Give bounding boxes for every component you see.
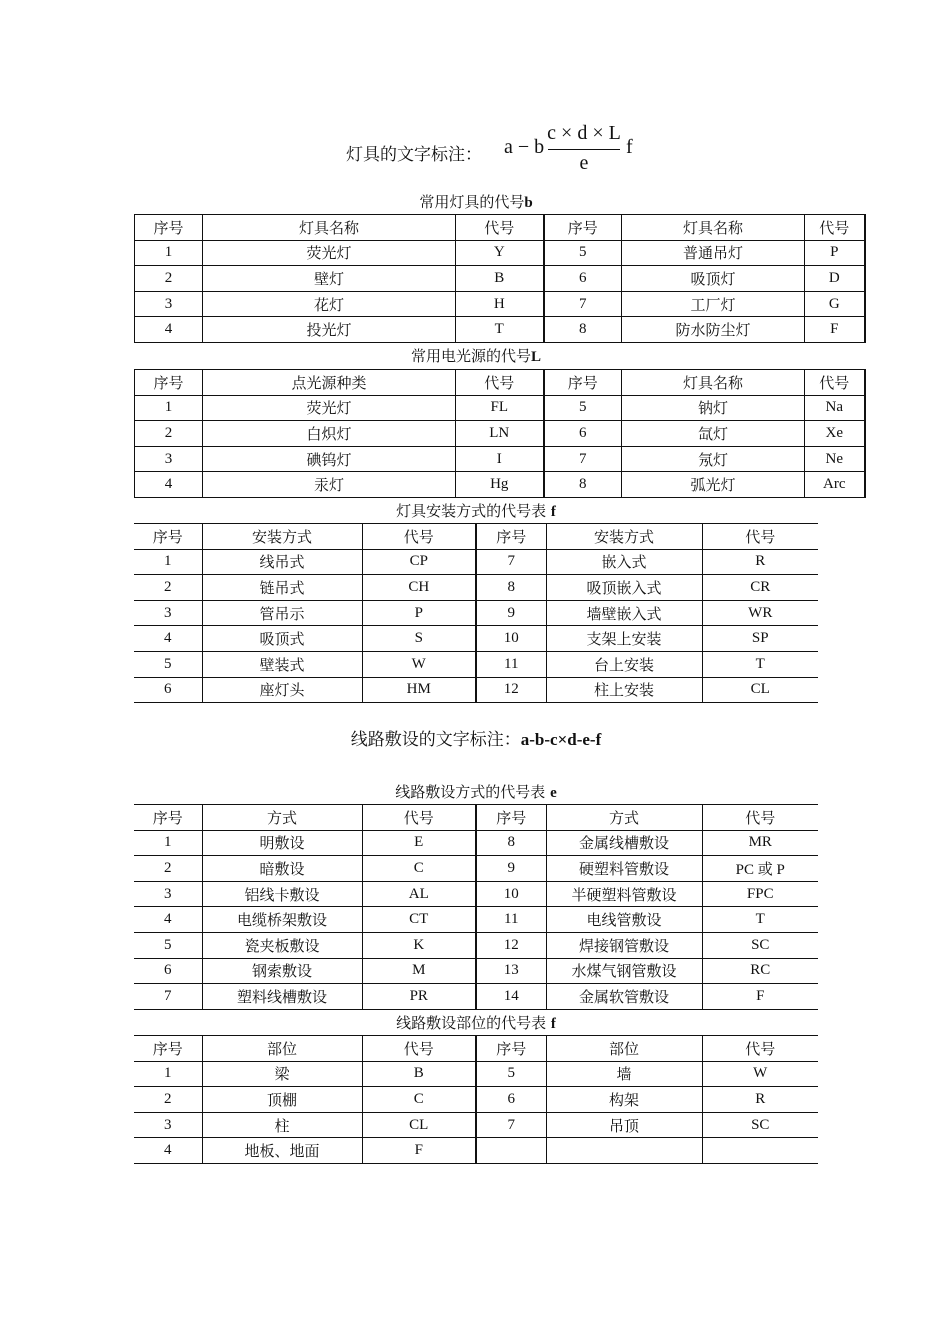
- header-cell: 方式: [546, 805, 702, 831]
- table-cell: 金属线槽敷设: [546, 830, 702, 856]
- table-cell: SC: [702, 932, 818, 958]
- table-cell: CR: [702, 575, 818, 601]
- table-cell: 荧光灯: [203, 240, 456, 266]
- table-cell: 氖灯: [622, 446, 805, 472]
- table-cell: 吸顶式: [202, 626, 362, 652]
- table-cell: 4: [134, 1138, 202, 1164]
- table-cell: 1: [135, 395, 203, 421]
- table-cell: 碘钨灯: [203, 446, 456, 472]
- table-cell: C: [362, 856, 476, 882]
- table-cell: FPC: [702, 881, 818, 907]
- table-row: [134, 907, 818, 933]
- caption-text: 线路敷设方式的代号表: [395, 783, 546, 801]
- table-row: [134, 1087, 818, 1113]
- table-cell: 荧光灯: [203, 395, 456, 421]
- table-cell: 电线管敷设: [546, 907, 702, 933]
- table-caption-lamp-type: [134, 192, 818, 213]
- table-cell: 6: [476, 1087, 546, 1113]
- table-row: [135, 421, 865, 447]
- table-cell: [702, 1138, 818, 1164]
- table-cell: 吸顶嵌入式: [546, 575, 702, 601]
- table-cell: 11: [476, 907, 546, 933]
- header-cell: 序号: [476, 1036, 546, 1062]
- table-cell: 12: [476, 677, 546, 703]
- table-cell: 硬塑料管敷设: [546, 856, 702, 882]
- table-cell: 支架上安装: [546, 626, 702, 652]
- table-cell: D: [805, 266, 865, 292]
- table-caption-install-method: [134, 501, 818, 522]
- table-row: [134, 549, 818, 575]
- table-cell: 塑料线槽敷设: [202, 984, 362, 1010]
- table-row: [135, 240, 865, 266]
- header-cell: 安装方式: [546, 524, 702, 550]
- table-cell: T: [702, 907, 818, 933]
- table-row: [135, 317, 865, 343]
- table-cell: Arc: [805, 472, 865, 498]
- table-caption-wiring-method: [134, 782, 818, 803]
- table-cell: 花灯: [203, 291, 456, 317]
- header-cell: 代号: [362, 524, 476, 550]
- table-cell: 投光灯: [203, 317, 456, 343]
- table-cell: CL: [702, 677, 818, 703]
- table-cell: 普通吊灯: [622, 240, 805, 266]
- formula-suffix: f: [626, 136, 633, 158]
- table-cell: CP: [362, 549, 476, 575]
- table-cell: C: [362, 1087, 476, 1113]
- header-cell: 部位: [546, 1036, 702, 1062]
- header-row: [135, 370, 865, 396]
- formula-numerator: c × d × L: [547, 122, 621, 144]
- table-row: [134, 881, 818, 907]
- table-cell: 壁灯: [203, 266, 456, 292]
- table-cell: 铝线卡敷设: [202, 881, 362, 907]
- table-cell: 吊顶: [546, 1112, 702, 1138]
- table-cell: 座灯头: [202, 677, 362, 703]
- table-cell: B: [362, 1061, 476, 1087]
- header-cell: 代号: [456, 370, 544, 396]
- table-row: [134, 600, 818, 626]
- table-cell: 1: [134, 549, 202, 575]
- table-cell: AL: [362, 881, 476, 907]
- table-cell: 1: [135, 240, 203, 266]
- table-cell: 管吊示: [202, 600, 362, 626]
- header-cell: 部位: [202, 1036, 362, 1062]
- table-cell: 2: [134, 856, 202, 882]
- table-cell: 梁: [202, 1061, 362, 1087]
- table-cell: 8: [544, 317, 622, 343]
- table-cell: CH: [362, 575, 476, 601]
- table-cell: 7: [476, 549, 546, 575]
- table-cell: 4: [135, 317, 203, 343]
- table-cell: 6: [134, 677, 202, 703]
- table-row: [134, 856, 818, 882]
- table-cell: F: [362, 1138, 476, 1164]
- header-cell: 代号: [805, 215, 865, 241]
- header-cell: 点光源种类: [203, 370, 456, 396]
- table-cell: FL: [456, 395, 544, 421]
- caption-variable: f: [550, 504, 556, 520]
- table-row: [134, 830, 818, 856]
- table-cell: 钠灯: [622, 395, 805, 421]
- table-row: [134, 626, 818, 652]
- table-cell: 6: [544, 266, 622, 292]
- header-row: [134, 805, 818, 831]
- table-cell: Ne: [805, 446, 865, 472]
- table-cell: 5: [476, 1061, 546, 1087]
- table-cell: 9: [476, 600, 546, 626]
- table-cell: 嵌入式: [546, 549, 702, 575]
- table-row: [134, 958, 818, 984]
- table-cell: 线吊式: [202, 549, 362, 575]
- table-cell: 金属软管敷设: [546, 984, 702, 1010]
- caption-variable: b: [524, 195, 533, 211]
- table-cell: 壁装式: [202, 651, 362, 677]
- table-cell: 焊接钢管敷设: [546, 932, 702, 958]
- table-cell: 汞灯: [203, 472, 456, 498]
- table-cell: 墙: [546, 1061, 702, 1087]
- table-cell: 墙壁嵌入式: [546, 600, 702, 626]
- table-cell: 8: [476, 830, 546, 856]
- table-caption-light-source: [134, 346, 818, 367]
- table-cell: 12: [476, 932, 546, 958]
- table-row: [134, 677, 818, 703]
- caption-text: 线路敷设部位的代号表: [396, 1014, 547, 1032]
- table-cell: 7: [544, 291, 622, 317]
- table-cell: [476, 1138, 546, 1164]
- table-cell: 3: [134, 881, 202, 907]
- table-cell: 4: [134, 626, 202, 652]
- table-cell: 3: [135, 446, 203, 472]
- table-cell: 7: [476, 1112, 546, 1138]
- table-cell: 柱: [202, 1112, 362, 1138]
- header-cell: 序号: [134, 524, 202, 550]
- table-row: [135, 446, 865, 472]
- header-cell: 代号: [702, 524, 818, 550]
- table-cell: 6: [134, 958, 202, 984]
- caption-text: 常用灯具的代号: [419, 193, 525, 211]
- header-cell: 灯具名称: [622, 215, 805, 241]
- table-cell: B: [456, 266, 544, 292]
- table-wiring-method: [134, 804, 818, 1010]
- table-cell: 7: [134, 984, 202, 1010]
- lamp-label-formula: [346, 122, 646, 178]
- table-cell: Na: [805, 395, 865, 421]
- table-row: [134, 1112, 818, 1138]
- table-cell: R: [702, 549, 818, 575]
- header-cell: 序号: [476, 524, 546, 550]
- table-cell: 5: [134, 651, 202, 677]
- table-cell: 台上安装: [546, 651, 702, 677]
- table-wiring-location: [134, 1035, 818, 1164]
- table-cell: T: [456, 317, 544, 343]
- table-cell: 5: [544, 240, 622, 266]
- table-cell: R: [702, 1087, 818, 1113]
- header-cell: 序号: [544, 215, 622, 241]
- table-cell: 8: [544, 472, 622, 498]
- table-cell: F: [805, 317, 865, 343]
- table-cell: 3: [134, 600, 202, 626]
- table-cell: 3: [135, 291, 203, 317]
- table-cell: 7: [544, 446, 622, 472]
- header-cell: 代号: [805, 370, 865, 396]
- table-cell: 10: [476, 881, 546, 907]
- table-cell: 防水防尘灯: [622, 317, 805, 343]
- caption-text: 灯具安装方式的代号表: [396, 502, 547, 520]
- table-row: [134, 932, 818, 958]
- table-cell: 4: [135, 472, 203, 498]
- table-cell: 8: [476, 575, 546, 601]
- table-cell: 2: [135, 421, 203, 447]
- table-cell: CT: [362, 907, 476, 933]
- table-cell: 氙灯: [622, 421, 805, 447]
- header-cell: 代号: [362, 805, 476, 831]
- table-cell: 暗敷设: [202, 856, 362, 882]
- table-row: [134, 1061, 818, 1087]
- table-cell: CL: [362, 1112, 476, 1138]
- table-cell: Hg: [456, 472, 544, 498]
- header-cell: 序号: [134, 1036, 202, 1062]
- table-row: [135, 472, 865, 498]
- header-row: [135, 215, 865, 241]
- header-cell: 代号: [456, 215, 544, 241]
- header-cell: 序号: [544, 370, 622, 396]
- header-cell: 安装方式: [202, 524, 362, 550]
- caption-text: 常用电光源的代号: [410, 347, 531, 365]
- table-cell: 工厂灯: [622, 291, 805, 317]
- table-cell: 6: [544, 421, 622, 447]
- table-cell: 构架: [546, 1087, 702, 1113]
- table-cell: SC: [702, 1112, 818, 1138]
- table-cell: PR: [362, 984, 476, 1010]
- table-lamp-type: [134, 214, 866, 343]
- table-cell: 吸顶灯: [622, 266, 805, 292]
- table-cell: LN: [456, 421, 544, 447]
- table-row: [134, 1138, 818, 1164]
- header-cell: 灯具名称: [203, 215, 456, 241]
- table-cell: SP: [702, 626, 818, 652]
- table-install-method: [134, 523, 818, 703]
- table-cell: 水煤气钢管敷设: [546, 958, 702, 984]
- table-cell: K: [362, 932, 476, 958]
- table-cell: 5: [544, 395, 622, 421]
- table-cell: WR: [702, 600, 818, 626]
- formula-denominator: e: [579, 152, 589, 174]
- table-cell: 4: [134, 907, 202, 933]
- wiring-label-formula: [134, 728, 818, 752]
- table-cell: S: [362, 626, 476, 652]
- table-cell: P: [805, 240, 865, 266]
- table-caption-wiring-location: [134, 1013, 818, 1034]
- table-cell: 明敷设: [202, 830, 362, 856]
- table-cell: 9: [476, 856, 546, 882]
- formula-prefix: a − b: [504, 136, 545, 158]
- table-cell: 11: [476, 651, 546, 677]
- table-cell: 1: [134, 830, 202, 856]
- formula-label: 线路敷设的文字标注：: [350, 730, 521, 750]
- table-cell: P: [362, 600, 476, 626]
- table-row: [134, 984, 818, 1010]
- header-cell: 代号: [702, 1036, 818, 1062]
- caption-variable: f: [550, 1016, 556, 1032]
- header-cell: 序号: [134, 805, 202, 831]
- formula-expression: a-b-c×d-e-f: [520, 730, 602, 749]
- table-cell: W: [702, 1061, 818, 1087]
- table-row: [135, 291, 865, 317]
- table-cell: 弧光灯: [622, 472, 805, 498]
- table-row: [134, 575, 818, 601]
- table-cell: 5: [134, 932, 202, 958]
- table-cell: 地板、地面: [202, 1138, 362, 1164]
- table-cell: T: [702, 651, 818, 677]
- fraction-bar: [548, 149, 620, 150]
- caption-variable: e: [550, 785, 557, 801]
- table-cell: 白炽灯: [203, 421, 456, 447]
- table-cell: 10: [476, 626, 546, 652]
- header-row: [134, 524, 818, 550]
- table-cell: I: [456, 446, 544, 472]
- table-cell: F: [702, 984, 818, 1010]
- table-cell: 顶棚: [202, 1087, 362, 1113]
- table-cell: MR: [702, 830, 818, 856]
- table-row: [135, 395, 865, 421]
- table-row: [135, 266, 865, 292]
- table-cell: Y: [456, 240, 544, 266]
- formula-label: 灯具的文字标注：: [346, 145, 482, 165]
- table-cell: RC: [702, 958, 818, 984]
- header-cell: 序号: [135, 215, 203, 241]
- table-cell: 链吊式: [202, 575, 362, 601]
- table-cell: E: [362, 830, 476, 856]
- table-cell: 1: [134, 1061, 202, 1087]
- table-cell: 2: [134, 1087, 202, 1113]
- table-cell: W: [362, 651, 476, 677]
- table-cell: PC 或 P: [702, 856, 818, 882]
- table-cell: 13: [476, 958, 546, 984]
- caption-variable: L: [531, 349, 542, 365]
- table-cell: HM: [362, 677, 476, 703]
- table-cell: 钢索敷设: [202, 958, 362, 984]
- table-row: [134, 651, 818, 677]
- table-cell: 2: [134, 575, 202, 601]
- table-cell: [546, 1138, 702, 1164]
- table-cell: 3: [134, 1112, 202, 1138]
- table-light-source: [134, 369, 866, 498]
- table-cell: Xe: [805, 421, 865, 447]
- table-cell: 14: [476, 984, 546, 1010]
- table-cell: G: [805, 291, 865, 317]
- header-cell: 方式: [202, 805, 362, 831]
- header-cell: 代号: [362, 1036, 476, 1062]
- header-row: [134, 1036, 818, 1062]
- header-cell: 序号: [476, 805, 546, 831]
- table-cell: 电缆桥架敷设: [202, 907, 362, 933]
- header-cell: 代号: [702, 805, 818, 831]
- table-cell: 半硬塑料管敷设: [546, 881, 702, 907]
- table-cell: 柱上安装: [546, 677, 702, 703]
- table-cell: 2: [135, 266, 203, 292]
- header-cell: 灯具名称: [622, 370, 805, 396]
- header-cell: 序号: [135, 370, 203, 396]
- table-cell: 瓷夹板敷设: [202, 932, 362, 958]
- table-cell: M: [362, 958, 476, 984]
- table-cell: H: [456, 291, 544, 317]
